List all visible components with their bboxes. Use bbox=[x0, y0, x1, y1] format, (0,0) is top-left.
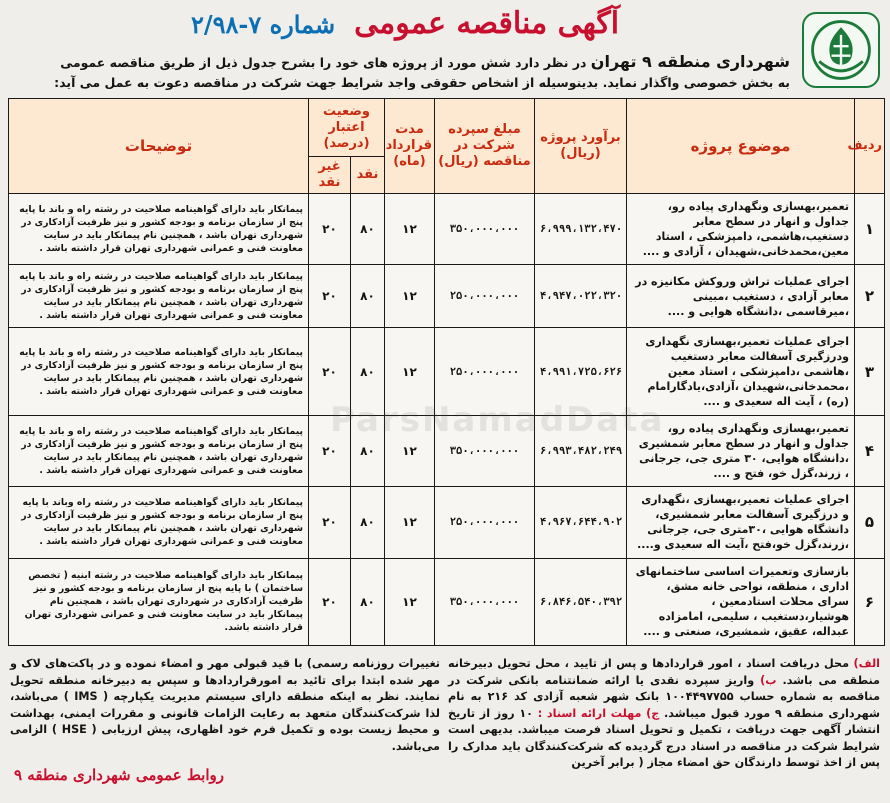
footer-continuation: تغییرات روزنامه رسمی) با قید قبولی مهر و امضاء نموده و در پاکت‌های لاک و مهر شده ابتدا برای تائید به امورقراردادها و سپس به دبیرخانه منطقه تحویل نمایند. نظر به اینکه منطقه دارای سیستم مدیریت یکپارچه ( IMS ) می‌باشد، لذا شرکت‌کنندگان متعهد به رعایت الزامات قانونی و مقررات ایمنی، بهداشت و محیط زیست بوده و تکمیل فرم خود اظهاری، پیش ارزیابی ( HSE ) الزامی می‌باشد. bbox=[10, 657, 440, 753]
table-row bbox=[9, 265, 885, 328]
credit-cash: ۸۰ bbox=[351, 415, 385, 486]
credit-noncash: ۲۰ bbox=[309, 265, 351, 328]
project-estimate: ۶،۸۴۶،۵۴۰،۳۹۲ bbox=[535, 558, 627, 645]
notice-number: شماره ۷-۲/۹۸ bbox=[190, 10, 336, 39]
project-estimate: ۶،۹۹۹،۱۳۲،۴۷۰ bbox=[535, 194, 627, 265]
credit-noncash: ۲۰ bbox=[309, 194, 351, 265]
project-subject: اجرای عملیات تعمیر،بهسازی نگهداری ودرزگیری آسفالت معابر دستغیب ،هاشمی ،دامپزشکی ، استاد معین ،محمدخانی،شهیدان ،آزادی،یادگارامام (ره) ، آیت اله سعیدی و .... bbox=[627, 328, 855, 415]
notice-title: آگهی مناقصه عمومی bbox=[354, 6, 620, 41]
row-number: ۵ bbox=[855, 487, 885, 558]
credit-noncash: ۲۰ bbox=[309, 558, 351, 645]
project-notes: پیمانکار باید دارای گواهینامه صلاحیت در رشته راه و باند با پایه پنج از سازمان برنامه و بودجه کشور و نیز ظرفیت آزادکاری در شهرداری تهران باشد ، همچنین نام پیمانکار باید در سایت معاونت فنی و عمرانی شهرداری تهران قرار داشته باشد . bbox=[9, 194, 309, 265]
project-deposit: ۲۵۰،۰۰۰،۰۰۰ bbox=[435, 265, 535, 328]
intro-line-2: به بخش خصوصی واگذار نماید. بدینوسیله از اشخاص حقوقی واجد شرایط جهت شرکت در مناقصه دعوت به عمل می آید: bbox=[54, 75, 790, 90]
intro-text: در نظر دارد شش مورد از پروژه های خود را بشرح جدول ذیل از طریق مناقصه عمومی bbox=[60, 55, 591, 70]
project-subject: اجرای عملیات تعمیر،بهسازی ،نگهداری و درزگیری آسفالت معابر شمشیری، دانشگاه هوایی ،۳۰متری جی، جرجانی ،زرند،گزل خو،فتح ،آیت اله سعیدی و.... bbox=[627, 487, 855, 558]
credit-cash: ۸۰ bbox=[351, 194, 385, 265]
credit-noncash: ۲۰ bbox=[309, 487, 351, 558]
clause-b-text: واریز سپرده نقدی یا ارائه ضمانتنامه بانکی شرکت در مناقصه به شماره حساب ۱۰۰۴۴۹۷۷۵۵ بانک شهر شعبه آزادی کد ۲۱۶ به نام شهرداری منطقه ۹ مورد قبول میباشد. bbox=[448, 673, 880, 720]
projects-table bbox=[8, 98, 885, 646]
project-notes: پیمانکار باید دارای گواهینامه صلاحیت در رشته ابنیه ( تخصص ساختمان ) با پایه پنج از سازمان برنامه و بودجه کشور و نیز ظرفیت آزادکاری در شهرداری تهران باشد ، همچنین نام پیمانکار باید در سایت معاونت فنی و عمرانی شهرداری تهران قرار داشته باشد. bbox=[9, 558, 309, 645]
table-row bbox=[9, 415, 885, 486]
project-deposit: ۳۵۰،۰۰۰،۰۰۰ bbox=[435, 415, 535, 486]
notice-intro bbox=[10, 52, 790, 93]
clause-b-label: ب) bbox=[760, 673, 777, 687]
row-number: ۴ bbox=[855, 415, 885, 486]
credit-cash: ۸۰ bbox=[351, 558, 385, 645]
row-number: ۱ bbox=[855, 194, 885, 265]
project-notes: پیمانکار باید دارای گواهینامه صلاحیت در رشته راه وباند با پایه پنج از سازمان برنامه و بودجه کشور و نیز ظرفیت آزادکاری در شهرداری تهران باشد ، همچنین نام پیمانکار باید در سایت معاونت فنی و عمرانی شهرداری تهران قرار داشته باشد . bbox=[9, 487, 309, 558]
project-duration: ۱۲ bbox=[385, 194, 435, 265]
project-duration: ۱۲ bbox=[385, 328, 435, 415]
header-notes: توضیحات bbox=[9, 99, 309, 194]
header-noncash: غیر نقد bbox=[309, 157, 351, 194]
organization-name: شهرداری منطقه ۹ تهران bbox=[590, 52, 790, 71]
municipality-emblem-icon bbox=[804, 14, 878, 86]
public-relations-signoff: روابط عمومی شهرداری منطقه ۹ bbox=[14, 766, 225, 784]
table-row bbox=[9, 487, 885, 558]
table-row bbox=[9, 558, 885, 645]
header-deposit: مبلغ سپرده شرکت در مناقصه (ریال) bbox=[435, 99, 535, 194]
clause-a-label: الف) bbox=[853, 657, 880, 670]
project-estimate: ۶،۹۹۳،۴۸۲،۲۴۹ bbox=[535, 415, 627, 486]
tehran-municipality-logo bbox=[802, 12, 880, 88]
header-row-number: ردیف bbox=[855, 99, 885, 194]
notice-headline bbox=[60, 6, 750, 48]
intro-line-1 bbox=[10, 52, 790, 73]
project-subject: تعمیر،بهسازی ونگهداری پیاده رو، جداول و انهار در سطح معابر شمشیری ،دانشگاه هوایی، ۳۰ متری جی، جرجانی ، زرند،گزل خو، فتح و .... bbox=[627, 415, 855, 486]
credit-cash: ۸۰ bbox=[351, 328, 385, 415]
credit-cash: ۸۰ bbox=[351, 487, 385, 558]
project-duration: ۱۲ bbox=[385, 415, 435, 486]
project-notes: پیمانکار باید دارای گواهینامه صلاحیت در رشته راه و باند با پایه پنج از سازمان برنامه و بودجه کشور و نیز ظرفیت آزادکاری در شهرداری تهران باشد ، همچنین نام پیمانکار باید در سایت معاونت فنی و عمرانی شهرداری تهران قرار داشته باشد . bbox=[9, 328, 309, 415]
header-credit: وضعیت اعتبار (درصد) bbox=[309, 99, 385, 157]
project-duration: ۱۲ bbox=[385, 558, 435, 645]
clause-c-text: ۱۰ روز از تاریخ انتشار آگهی جهت دریافت ، تکمیل و تحویل اسناد فرصت میباشد. بدیهی است شرایط شرکت در مناقصه در اسناد درج گردیده که شرکت‌کنندگان باید مدارک را پس از اخذ توسط دارندگان حق امضاء مجاز ( برابر آخرین bbox=[448, 706, 880, 769]
project-notes: پیمانکار باید دارای گواهینامه صلاحیت در رشته راه و باند با پایه پنج از سازمان برنامه و بودجه کشور و نیز ظرفیت آزادکاری در شهرداری تهران باشد ، همچنین نام پیمانکار باید در سایت معاونت فنی و عمرانی شهرداری تهران قرار داشته باشد . bbox=[9, 415, 309, 486]
project-deposit: ۲۵۰،۰۰۰،۰۰۰ bbox=[435, 328, 535, 415]
header-estimate: برآورد پروژه (ریال) bbox=[535, 99, 627, 194]
project-subject: تعمیر،بهسازی ونگهداری پیاده رو، جداول و انهار در سطح معابر دستغیب،هاشمی، دامپزشکی ، استاد معین،محمدخانی،شهیدان ، آزادی و .... bbox=[627, 194, 855, 265]
credit-noncash: ۲۰ bbox=[309, 415, 351, 486]
project-deposit: ۳۵۰،۰۰۰،۰۰۰ bbox=[435, 194, 535, 265]
credit-cash: ۸۰ bbox=[351, 265, 385, 328]
project-notes: پیمانکار باید دارای گواهینامه صلاحیت در رشته راه و باند با پایه پنج از سازمان برنامه و بودجه کشور و نیز ظرفیت آزادکاری در شهرداری تهران باشد ، همچنین نام پیمانکار باید در سایت معاونت فنی و عمرانی شهرداری تهران قرار داشته باشد . bbox=[9, 265, 309, 328]
row-number: ۲ bbox=[855, 265, 885, 328]
project-subject: بازسازی وتعمیرات اساسی ساختمانهای اداری ، منطقه، نواحی خانه مشق، سرای محلات استادمعین ، هوشیار،دستغیب ، سلیمی، امامزاده عبداله، عقیق، شمشیری، صنعتی و .... bbox=[627, 558, 855, 645]
header-duration: مدت قرارداد (ماه) bbox=[385, 99, 435, 194]
project-estimate: ۴،۹۹۱،۷۲۵،۶۲۶ bbox=[535, 328, 627, 415]
project-deposit: ۳۵۰،۰۰۰،۰۰۰ bbox=[435, 558, 535, 645]
header-cash: نقد bbox=[351, 157, 385, 194]
clause-c-label: ج) مهلت ارائه اسناد : bbox=[537, 706, 660, 720]
project-deposit: ۲۵۰،۰۰۰،۰۰۰ bbox=[435, 487, 535, 558]
footer-conditions bbox=[448, 656, 880, 772]
project-duration: ۱۲ bbox=[385, 487, 435, 558]
row-number: ۶ bbox=[855, 558, 885, 645]
project-duration: ۱۲ bbox=[385, 265, 435, 328]
project-estimate: ۴،۹۶۷،۶۴۴،۹۰۲ bbox=[535, 487, 627, 558]
project-estimate: ۴،۹۴۷،۰۲۲،۳۲۰ bbox=[535, 265, 627, 328]
table-row bbox=[9, 194, 885, 265]
row-number: ۳ bbox=[855, 328, 885, 415]
clause-a-text: محل دریافت اسناد ، امور قراردادها و پس از تایید ، محل تحویل دبیرخانه منطقه می باشد. bbox=[448, 657, 880, 687]
header-subject: موضوع پروژه bbox=[627, 99, 855, 194]
credit-noncash: ۲۰ bbox=[309, 328, 351, 415]
table-row bbox=[9, 328, 885, 415]
project-subject: اجرای عملیات تراش وروکش مکانیزه در معابر آزادی ، دستغیب ،مبینی ،میرقاسمی ،دانشگاه هوایی و .... bbox=[627, 265, 855, 328]
